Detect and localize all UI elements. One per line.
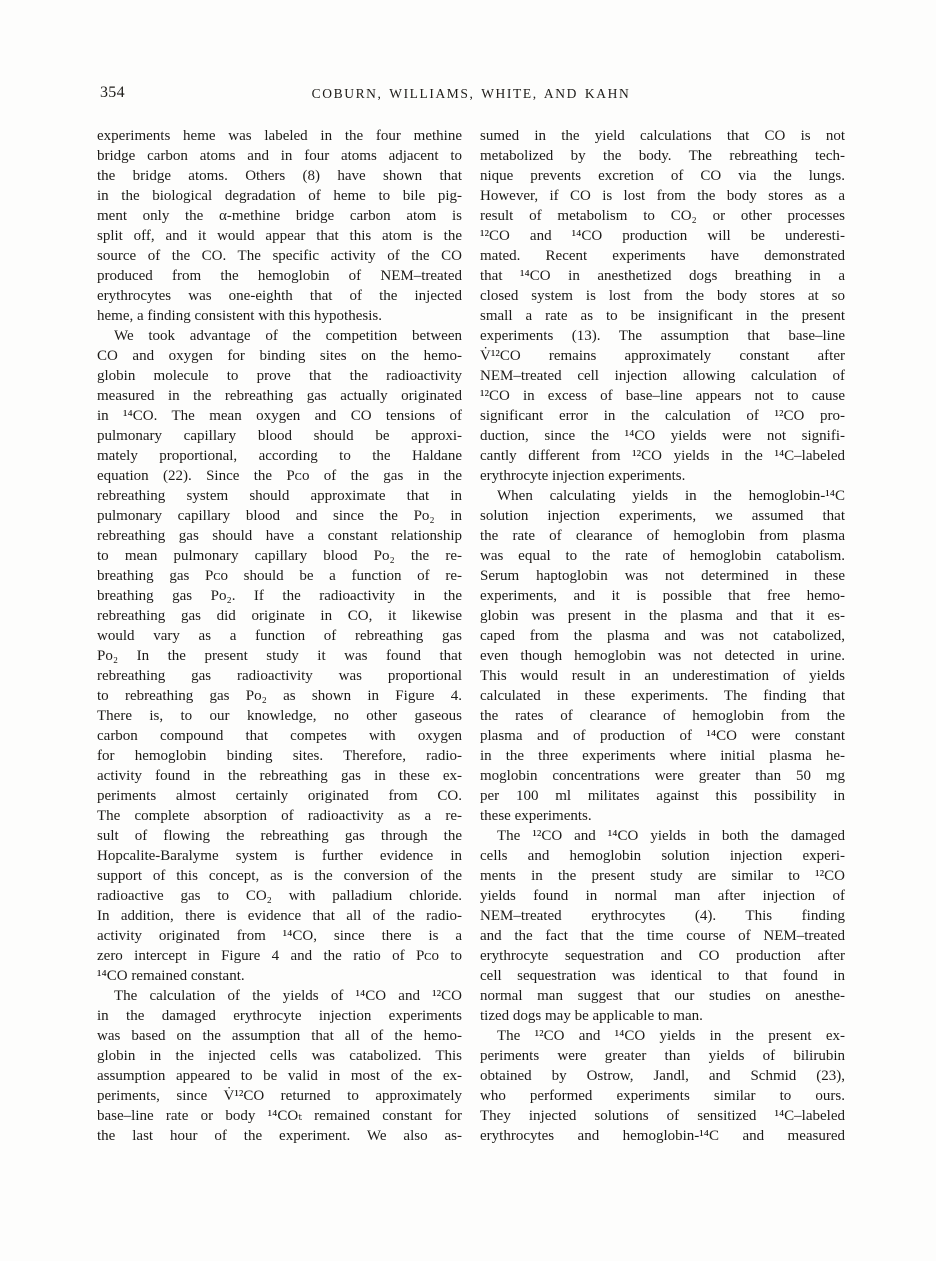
paragraph bbox=[97, 126, 462, 326]
text-line: mately proportional, according to the Haldane bbox=[97, 448, 462, 464]
text-line: equation (22). Since the Pᴄᴏ of the gas in the bbox=[97, 468, 462, 484]
text-line: rebreathing gas should have a constant relationship bbox=[97, 528, 462, 544]
text-line: rebreathing system should approximate that in bbox=[97, 488, 462, 504]
text-line: We took advantage of the competition between bbox=[114, 328, 462, 344]
text-line: these experiments. bbox=[480, 808, 592, 824]
text-line: carbon compound that competes with oxygen bbox=[97, 728, 462, 744]
text-line: obtained by Ostrow, Jandl, and Schmid (23), bbox=[480, 1068, 845, 1084]
text-line: metabolized by the body. The rebreathing tech- bbox=[480, 148, 845, 164]
paragraph bbox=[97, 986, 462, 1146]
text-line: periments were greater than yields of bilirubin bbox=[480, 1048, 845, 1064]
text-line: in the damaged erythrocyte injection experiments bbox=[97, 1008, 462, 1024]
text-line: CO and oxygen for binding sites on the hemo- bbox=[97, 348, 462, 364]
text-line: would vary as a function of rebreathing gas bbox=[97, 628, 462, 644]
text-line: experiments (13). The assumption that base–line bbox=[480, 328, 845, 344]
paragraph bbox=[480, 826, 845, 1026]
text-line: per 100 ml militates against this possibility in bbox=[480, 788, 845, 804]
column-right bbox=[480, 126, 845, 1146]
text-line: periments, since V̇¹²CO returned to approximately bbox=[97, 1088, 462, 1104]
text-line: pulmonary capillary blood and since the Pᴏ₂ in bbox=[97, 508, 462, 524]
text-line: source of the CO. The specific activity of the CO bbox=[97, 248, 462, 264]
text-line: was equal to the rate of hemoglobin catabolism. bbox=[480, 548, 845, 564]
text-line: periments almost certainly originated from CO. bbox=[97, 788, 462, 804]
text-line: globin in the injected cells was catabolized. This bbox=[97, 1048, 462, 1064]
page-number: 354 bbox=[100, 84, 125, 101]
text-line: the bridge atoms. Others (8) have shown that bbox=[97, 168, 462, 184]
text-line: in the three experiments where initial plasma he- bbox=[480, 748, 845, 764]
text-line: moglobin concentrations were greater than 50 mg bbox=[480, 768, 845, 784]
text-line: was based on the assumption that all of the hemo- bbox=[97, 1028, 462, 1044]
text-line: bridge carbon atoms and in four atoms adjacent to bbox=[97, 148, 462, 164]
text-columns bbox=[97, 126, 845, 1146]
text-line: nique prevents excretion of CO via the lungs. bbox=[480, 168, 845, 184]
text-line: zero intercept in Figure 4 and the ratio of Pᴄᴏ to bbox=[97, 948, 462, 964]
text-line: When calculating yields in the hemoglobin-¹⁴C bbox=[497, 488, 845, 504]
text-line: cantly different from ¹²CO yields in the ¹⁴C–labeled bbox=[480, 448, 845, 464]
text-line: erythrocytes was one-eighth that of the injected bbox=[97, 288, 462, 304]
text-line: yields found in normal man after injection of bbox=[480, 888, 845, 904]
text-line: rebreathing gas radioactivity was proportional bbox=[97, 668, 462, 684]
text-line: They injected solutions of sensitized ¹⁴C–labeled bbox=[480, 1108, 845, 1124]
text-line: in ¹⁴CO. The mean oxygen and CO tensions of bbox=[97, 408, 462, 424]
text-line: sult of flowing the rebreathing gas through the bbox=[97, 828, 462, 844]
paragraph bbox=[480, 1026, 845, 1146]
text-line: that ¹⁴CO in anesthetized dogs breathing in a bbox=[480, 268, 845, 284]
text-line: activity found in the rebreathing gas in these ex- bbox=[97, 768, 462, 784]
running-head: COBURN, WILLIAMS, WHITE, AND KAHN bbox=[311, 86, 631, 101]
text-line: even though hemoglobin was not detected in urine. bbox=[480, 648, 845, 664]
text-line: result of metabolism to CO₂ or other processes bbox=[480, 208, 845, 224]
text-line: the rates of clearance of hemoglobin from the bbox=[480, 708, 845, 724]
text-line: assumption appeared to be valid in most of the ex- bbox=[97, 1068, 462, 1084]
text-line: cell sequestration was identical to that found in bbox=[480, 968, 845, 984]
text-line: However, if CO is lost from the body stores as a bbox=[480, 188, 845, 204]
text-line: who performed experiments similar to ours. bbox=[480, 1088, 845, 1104]
text-line: solution injection experiments, we assumed that bbox=[480, 508, 845, 524]
text-line: rebreathing gas did originate in CO, it likewise bbox=[97, 608, 462, 624]
text-line: ¹²CO and ¹⁴CO production will be underesti- bbox=[480, 228, 845, 244]
text-line: in the biological degradation of heme to bile pig- bbox=[97, 188, 462, 204]
text-line: plasma and of production of ¹⁴CO were constant bbox=[480, 728, 845, 744]
text-line: calculated in these experiments. The finding that bbox=[480, 688, 845, 704]
text-line: and the fact that the time course of NEM–treated bbox=[480, 928, 845, 944]
text-line: This would result in an underestimation of yields bbox=[480, 668, 845, 684]
text-line: support of this concept, as is the conversion of the bbox=[97, 868, 462, 884]
text-line: breathing gas Pᴄᴏ should be a function of re- bbox=[97, 568, 462, 584]
text-line: to mean pulmonary capillary blood Pᴏ₂ the re- bbox=[97, 548, 462, 564]
text-line: pulmonary capillary blood should be approxi- bbox=[97, 428, 462, 444]
text-line: erythrocyte injection experiments. bbox=[480, 468, 686, 484]
paragraph bbox=[97, 326, 462, 986]
text-line: mated. Recent experiments have demonstrated bbox=[480, 248, 845, 264]
text-line: In addition, there is evidence that all of the radio- bbox=[97, 908, 462, 924]
text-line: ¹²CO in excess of base–line appears not to cause bbox=[480, 388, 845, 404]
text-line: radioactive gas to CO₂ with palladium chloride. bbox=[97, 888, 462, 904]
text-line: Pᴏ₂ In the present study it was found that bbox=[97, 648, 462, 664]
text-line: NEM–treated erythrocytes (4). This finding bbox=[480, 908, 845, 924]
text-line: the rate of clearance of hemoglobin from plasma bbox=[480, 528, 845, 544]
text-line: ment only the α-methine bridge carbon atom is bbox=[97, 208, 462, 224]
text-line: The complete absorption of radioactivity as a re- bbox=[97, 808, 462, 824]
text-line: to rebreathing gas Pᴏ₂ as shown in Figure 4. bbox=[97, 688, 462, 704]
text-line: The calculation of the yields of ¹⁴CO and ¹²CO bbox=[114, 988, 462, 1004]
text-line: The ¹²CO and ¹⁴CO yields in the present ex- bbox=[497, 1028, 845, 1044]
text-line: closed system is lost from the body stores at so bbox=[480, 288, 845, 304]
text-line: sumed in the yield calculations that CO is not bbox=[480, 128, 845, 144]
text-line: normal man suggest that our studies on anesthe- bbox=[480, 988, 845, 1004]
text-line: measured in the rebreathing gas actually originated bbox=[97, 388, 462, 404]
text-line: heme, a finding consistent with this hypothesis. bbox=[97, 308, 382, 324]
text-line: caped from the plasma and was not catabolized, bbox=[480, 628, 845, 644]
text-line: significant error in the calculation of ¹²CO pro- bbox=[480, 408, 845, 424]
text-line: experiments heme was labeled in the four methine bbox=[97, 128, 462, 144]
text-line: V̇¹²CO remains approximately constant after bbox=[480, 348, 845, 364]
column-left bbox=[97, 126, 462, 1146]
text-line: tized dogs may be applicable to man. bbox=[480, 1008, 703, 1024]
text-line: The ¹²CO and ¹⁴CO yields in both the damaged bbox=[497, 828, 845, 844]
text-line: experiments, and it is possible that free hemo- bbox=[480, 588, 845, 604]
text-line: NEM–treated cell injection allowing calculation of bbox=[480, 368, 845, 384]
text-line: breathing gas Pᴏ₂. If the radioactivity in the bbox=[97, 588, 462, 604]
text-line: Serum haptoglobin was not determined in these bbox=[480, 568, 845, 584]
text-line: produced from the hemoglobin of NEM–treated bbox=[97, 268, 462, 284]
text-line: split off, and it would appear that this atom is the bbox=[97, 228, 462, 244]
text-line: cells and hemoglobin solution injection experi- bbox=[480, 848, 845, 864]
text-line: globin molecule to prove that the radioactivity bbox=[97, 368, 462, 384]
text-line: There is, to our knowledge, no other gaseous bbox=[97, 708, 462, 724]
paragraph bbox=[480, 486, 845, 826]
text-line: ments in the present study are similar to ¹²CO bbox=[480, 868, 845, 884]
text-line: Hopcalite-Baralyme system is further evidence in bbox=[97, 848, 462, 864]
text-line: erythrocytes and hemoglobin-¹⁴C and measured bbox=[480, 1128, 845, 1144]
text-line: for hemoglobin binding sites. Therefore, radio- bbox=[97, 748, 462, 764]
paragraph bbox=[480, 126, 845, 486]
text-line: the last hour of the experiment. We also as- bbox=[97, 1128, 462, 1144]
text-line: base–line rate or body ¹⁴COₜ remained constant for bbox=[97, 1108, 462, 1124]
text-line: duction, since the ¹⁴CO yields were not signifi- bbox=[480, 428, 845, 444]
text-line: activity originated from ¹⁴CO, since there is a bbox=[97, 928, 462, 944]
text-line: globin was present in the plasma and that it es- bbox=[480, 608, 845, 624]
text-line: erythrocyte sequestration and CO production after bbox=[480, 948, 845, 964]
text-line: small a rate as to be insignificant in the present bbox=[480, 308, 845, 324]
text-line: ¹⁴CO remained constant. bbox=[97, 968, 245, 984]
